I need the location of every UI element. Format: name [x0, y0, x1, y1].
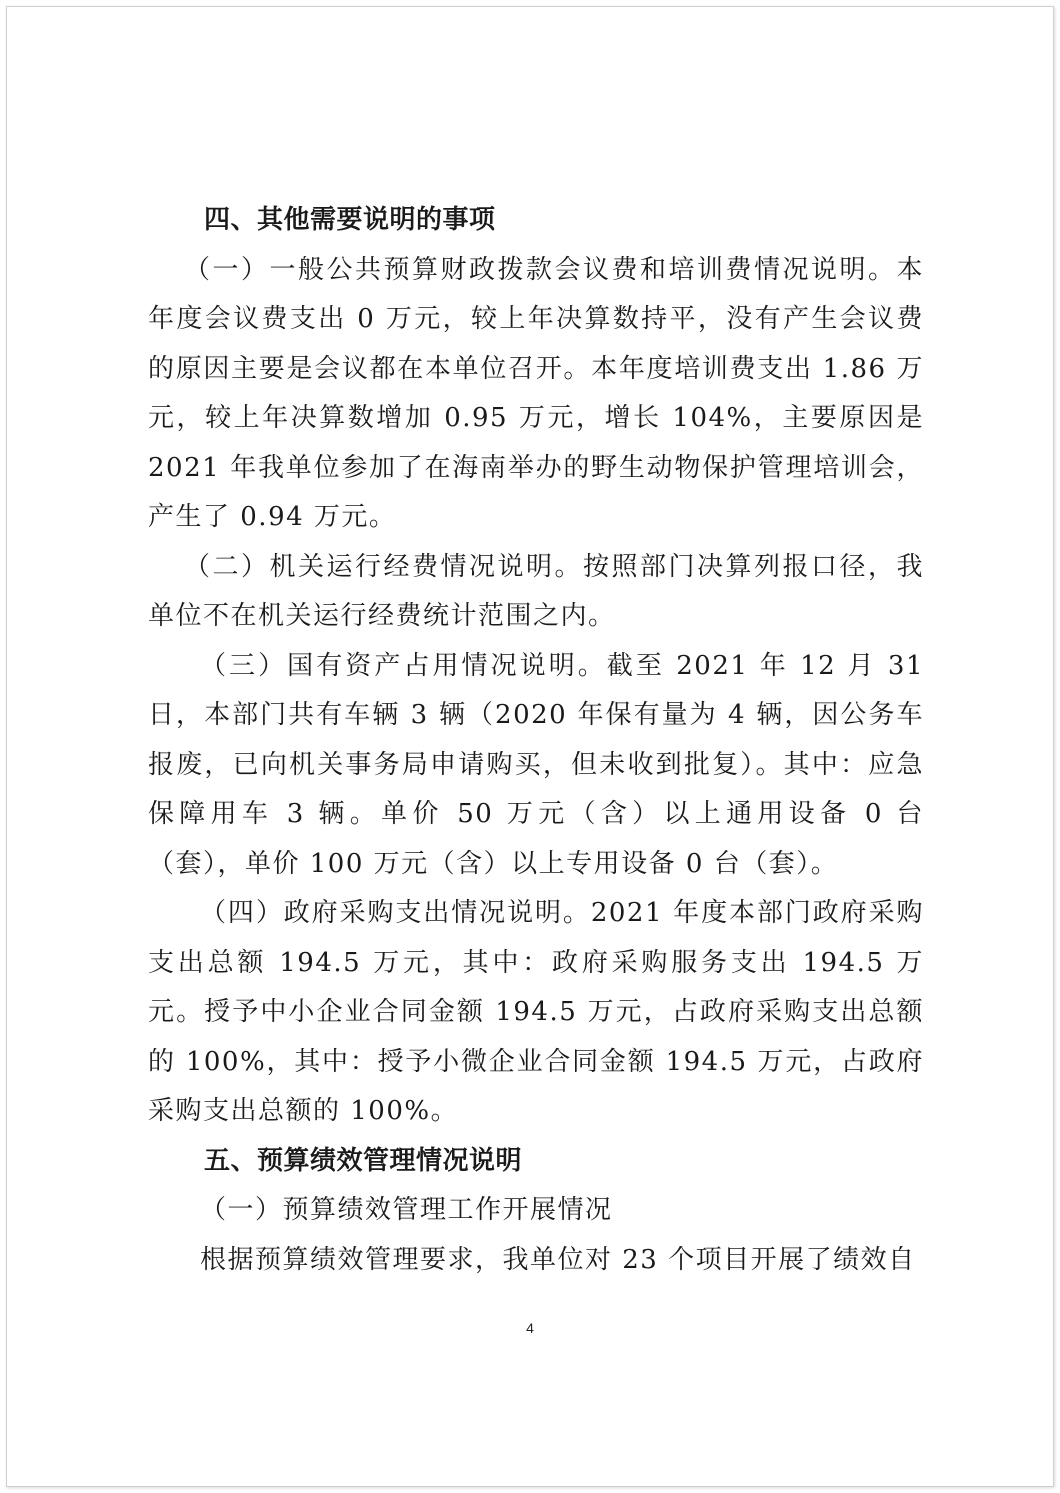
page-number: 4	[526, 1320, 534, 1336]
paragraph-performance-body: 根据预算绩效管理要求，我单位对 23 个项目开展了绩效自	[200, 1244, 916, 1275]
paragraph-operating-expenses: （二）机关运行经费情况说明。按照部门决算列报口径，我单位不在机关运行经费统计范围之内。	[148, 551, 924, 631]
section-heading-5: 五、预算绩效管理情况说明	[204, 1145, 523, 1176]
paragraph-state-assets: （三）国有资产占用情况说明。截至 2021 年 12 月 31 日，本部门共有车辆 3 辆（2020 年保有量为 4 辆，因公务车报废，已向机关事务局申请购买，但未收到批复）。其中：应急保障用车 3 辆。单价 50 万元（含）以上通用设备 0 台（套），单价 100 万元（含）以上专用设备 0 台（套）。	[148, 650, 924, 879]
paragraph-performance-subheading: （一）预算绩效管理工作开展情况	[200, 1195, 613, 1225]
paragraph-government-procurement: （四）政府采购支出情况说明。2021 年度本部门政府采购支出总额 194.5 万元，其中：政府采购服务支出 194.5 万元。授予中小企业合同金额 194.5 万元，占政府采购支出总额的 100%，其中：授予小微企业合同金额 194.5 万元，占政府采购支出总额的 100%。	[148, 898, 924, 1126]
section-heading-4: 四、其他需要说明的事项	[204, 205, 496, 235]
document-body	[148, 196, 924, 1285]
paragraph-meeting-training-fees: （一）一般公共预算财政拨款会议费和培训费情况说明。本年度会议费支出 0 万元，较上年决算数持平，没有产生会议费的原因主要是会议都在本单位召开。本年度培训费支出 1.86 万元，较上年决算数增加 0.95 万元，增长 104%，主要原因是 2021 年我单位参加了在海南举办的野生动物保护管理培训会，产生了 0.94 万元。	[148, 254, 924, 532]
